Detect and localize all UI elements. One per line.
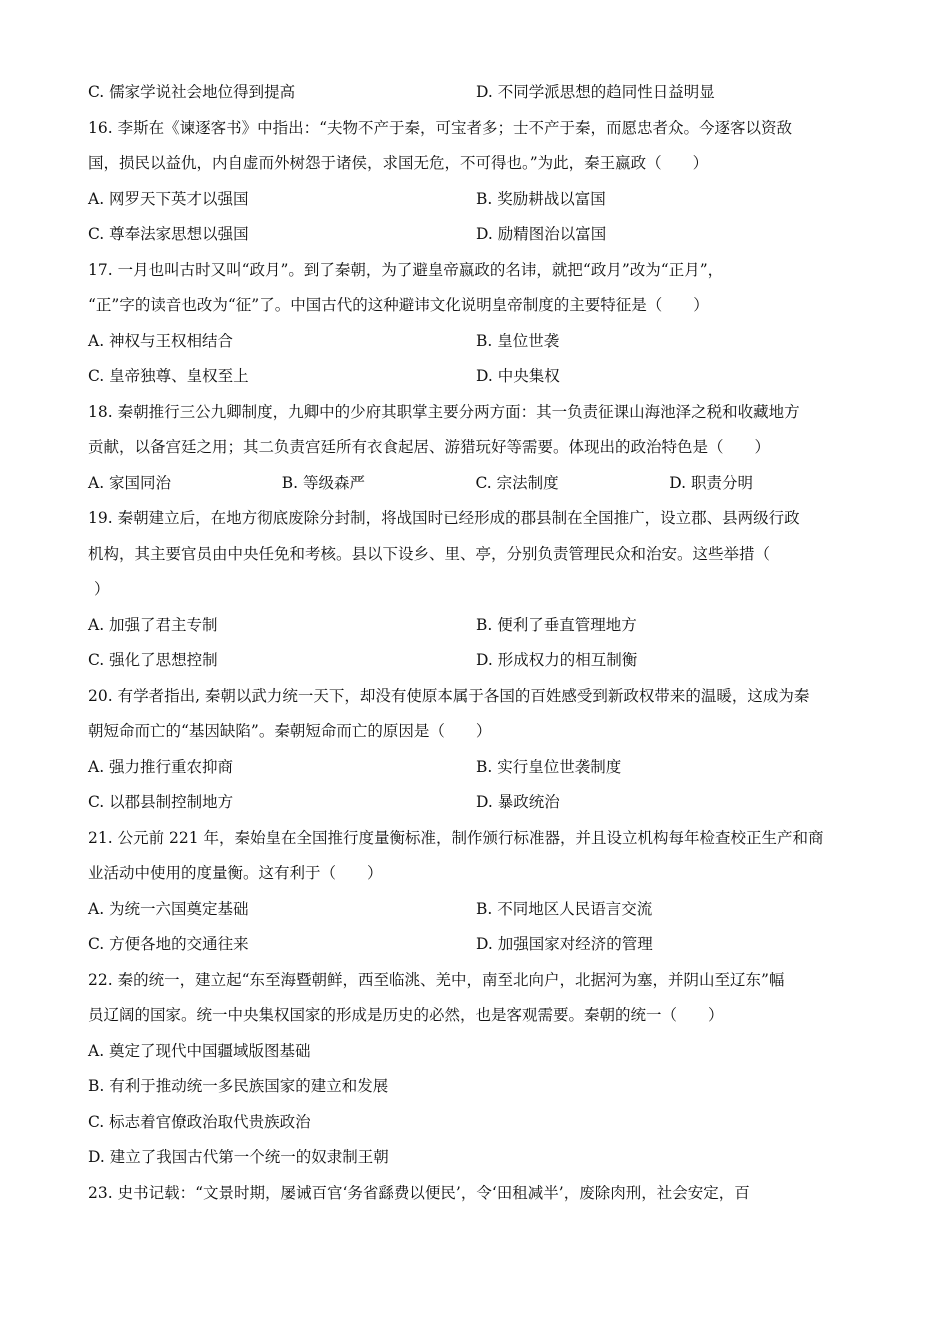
q20-options-ab: [88, 753, 863, 789]
q17-stem-line-2: “正”字的读音也改为“征”了。中国古代的这种避讳文化说明皇帝制度的主要特征是（ ）: [88, 296, 709, 314]
q21-option-b: B. 不同地区人民语言交流: [476, 899, 653, 918]
q20-stem-line-2: 朝短命而亡的“基因缺陷”。秦朝短命而亡的原因是（ ）: [88, 722, 492, 740]
q17-options-ab: [88, 327, 863, 363]
q21-options-ab: [88, 895, 863, 931]
q16-option-a: A. 网罗天下英才以强国: [88, 189, 249, 208]
q18-stem-line-1: 18. 秦朝推行三公九卿制度，九卿中的少府其职掌主要分两方面：其一负责征课山海池泽之税和收藏地方: [88, 402, 800, 421]
q17-options-cd: [88, 362, 863, 398]
q16-options-cd: [88, 220, 863, 256]
q23-stem-line-1: 23. 史书记载：“文景时期，屡诫百官‘务省繇费以便民’，令‘田租减半’，废除肉刑，社会安定，百: [88, 1183, 750, 1202]
exam-page: [88, 78, 863, 1214]
q21-option-d: D. 加强国家对经济的管理: [476, 935, 653, 953]
q20-stem-line-1: 20. 有学者指出, 秦朝以武力统一天下，却没有使原本属于各国的百姓感受到新政权带来的温暖，这成为秦: [88, 686, 810, 705]
q17-option-a: A. 神权与王权相结合: [88, 331, 234, 350]
q19-option-c: C. 强化了思想控制: [88, 651, 218, 669]
q19-stem-line-2: 机构，其主要官员由中央任免和考核。县以下设乡、里、亭，分别负责管理民众和治安。这些举措（: [88, 544, 771, 563]
q21-stem-line-1: 21. 公元前 221 年，秦始皇在全国推行度量衡标准，制作颁行标准器，并且设立机构每年检查校正生产和商: [88, 828, 824, 847]
q18-options: [88, 469, 863, 505]
q18-option-b: B. 等级森严: [281, 473, 365, 492]
q19-stem-line-1: 19. 秦朝建立后，在地方彻底废除分封制，将战国时已经形成的郡县制在全国推广，设立郡、县两级行政: [88, 509, 800, 527]
q21-stem-line-2: 业活动中使用的度量衡。这有利于（ ）: [88, 864, 383, 882]
q20-option-c: C. 以郡县制控制地方: [88, 793, 234, 811]
q17-stem-line-1: 17. 一月也叫古时又叫“政月”。到了秦朝，为了避皇帝嬴政的名讳，就把“政月”改为“正月”，: [88, 260, 724, 279]
q22-option-d: D. 建立了我国古代第一个统一的奴隶制王朝: [88, 1148, 389, 1166]
q19-option-d: D. 形成权力的相互制衡: [476, 651, 638, 669]
q17-option-c: C. 皇帝独尊、皇权至上: [88, 367, 249, 385]
q20-option-a: A. 强力推行重农抑商: [88, 757, 234, 776]
q18-option-d: D. 职责分明: [669, 473, 753, 492]
q22-option-c: C. 标志着官僚政治取代贵族政治: [88, 1112, 311, 1131]
q19-option-b: B. 便利了垂直管理地方: [476, 615, 637, 634]
q21-options-cd: [88, 930, 863, 966]
q20-option-b: B. 实行皇位世袭制度: [476, 757, 622, 776]
q20-options-cd: [88, 788, 863, 824]
q15-options-cd: [88, 78, 863, 114]
q16-option-d: D. 励精图治以富国: [476, 225, 607, 243]
q21-option-a: A. 为统一六国奠定基础: [88, 899, 249, 918]
q20-option-d: D. 暴政统治: [476, 793, 560, 811]
q19-stem-line-3: ）: [94, 580, 110, 598]
q18-stem-line-2: 贡献，以备宫廷之用；其二负责宫廷所有衣食起居、游猎玩好等需要。体现出的政治特色是（ ）: [88, 438, 771, 456]
q19-options-cd: [88, 646, 863, 682]
q17-option-d: D. 中央集权: [476, 367, 560, 385]
q15-option-c: C. 儒家学说社会地位得到提高: [88, 83, 296, 101]
q18-option-a: A. 家国同治: [88, 473, 172, 492]
q16-stem-line-2: 国，损民以益仇，内自虚而外树怨于诸侯，求国无危，不可得也。”为此，秦王嬴政（ ）: [88, 154, 709, 172]
q22-option-a: A. 奠定了现代中国疆域版图基础: [88, 1041, 311, 1060]
q22-stem-line-2: 员辽阔的国家。统一中央集权国家的形成是历史的必然，也是客观需要。秦朝的统一（ ）: [88, 1006, 724, 1024]
q16-option-b: B. 奖励耕战以富国: [476, 189, 606, 208]
q22-stem-line-1: 22. 秦的统一，建立起“东至海暨朝鲜，西至临洮、羌中，南至北向户，北据河为塞，并阴山至辽东”幅: [88, 970, 785, 989]
q16-option-c: C. 尊奉法家思想以强国: [88, 225, 249, 243]
q22-option-b: B. 有利于推动统一多民族国家的建立和发展: [88, 1077, 389, 1095]
q18-option-c: C. 宗法制度: [475, 473, 559, 492]
q19-option-a: A. 加强了君主专制: [88, 615, 218, 634]
q19-options-ab: [88, 611, 863, 647]
q17-option-b: B. 皇位世袭: [476, 331, 560, 350]
q16-stem-line-1: 16. 李斯在《谏逐客书》中指出：“夫物不产于秦，可宝者多；士不产于秦，而愿忠者众。今逐客以资敌: [88, 118, 793, 137]
q15-option-d: D. 不同学派思想的趋同性日益明显: [476, 83, 715, 101]
q21-option-c: C. 方便各地的交通往来: [88, 935, 249, 953]
q16-options-ab: [88, 185, 863, 221]
